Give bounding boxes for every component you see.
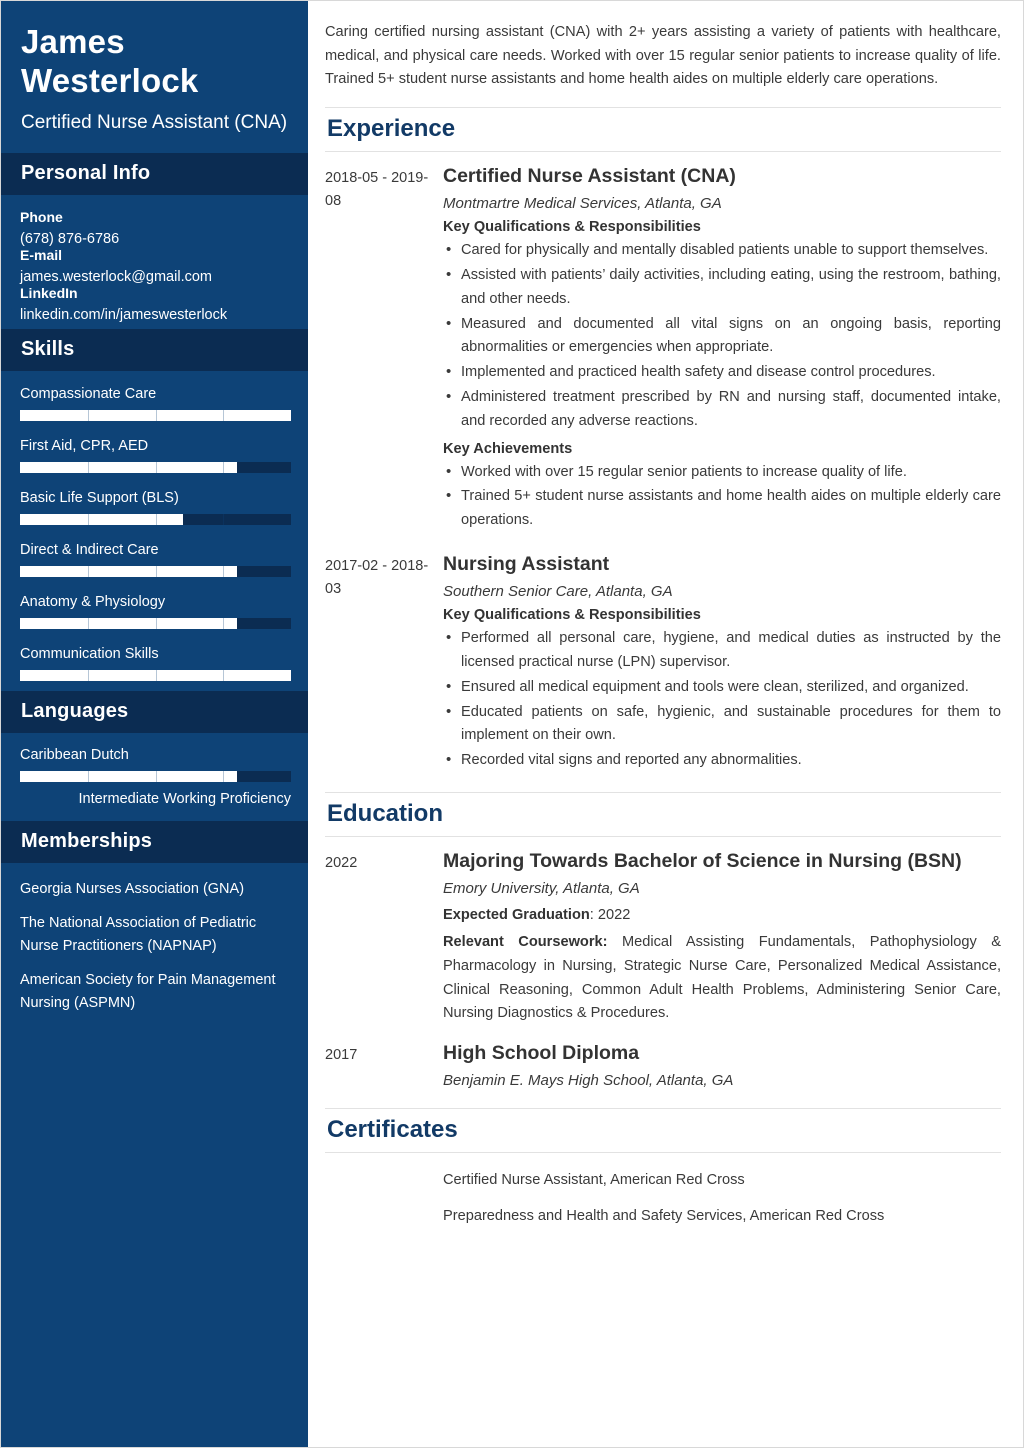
language-item <box>20 747 291 807</box>
professional-summary: Caring certified nursing assistant (CNA) with 2+ years assisting a variety of patients with healthcare, medical, and physical care needs. Worked with over 15 regular senior patients to increase quality of life. Trained 5+ student nurse assistants and home health aides on multiple elderly care operations. <box>325 24 1001 88</box>
skills-heading: Skills <box>1 329 308 371</box>
education-entry-body <box>443 1041 1001 1096</box>
experience-entry-body <box>443 552 1001 780</box>
education-date: 2022 <box>325 854 358 871</box>
skill-level-fill <box>20 618 237 629</box>
education-heading: Education <box>325 792 1001 837</box>
skill-label: Basic Life Support (BLS) <box>20 490 179 507</box>
experience-date: 2017-02 - 2018-03 <box>325 557 429 598</box>
education-school: Benjamin E. Mays High School, Atlanta, GA <box>443 1072 734 1090</box>
memberships-body <box>1 863 308 1021</box>
skill-item <box>20 386 291 421</box>
certificates-heading: Certificates <box>325 1108 1001 1153</box>
education-degree: Majoring Towards Bachelor of Science in Nursing (BSN) <box>443 849 962 872</box>
education-entry-body <box>443 849 1001 1029</box>
language-label: Caribbean Dutch <box>20 747 129 764</box>
candidate-job-title: Certified Nurse Assistant (CNA) <box>21 111 288 133</box>
contact-field-linkedin <box>20 285 291 323</box>
certificate-row <box>325 1205 1001 1228</box>
skill-label: First Aid, CPR, AED <box>20 438 149 455</box>
skill-label: Anatomy & Physiology <box>20 594 166 611</box>
skill-level-bar <box>20 462 291 473</box>
skill-level-bar <box>20 566 291 577</box>
expected-graduation <box>443 904 1001 928</box>
relevant-coursework-label: Relevant Coursework: <box>443 934 608 951</box>
skill-item <box>20 438 291 473</box>
experience-employer: Southern Senior Care, Atlanta, GA <box>443 583 673 601</box>
relevant-coursework-value: Medical Assisting Fundamentals, Pathophysiology & Pharmacology in Nursing, Strategic Nurse Care, Personalized Medical Assistance, Clinical Reasoning, Common Adult Health Problems, Administering Senior Care, Nursing Diagnostics & Procedures. <box>443 934 1002 1022</box>
skill-level-fill <box>20 462 237 473</box>
certificate-text: Preparedness and Health and Safety Services, American Red Cross <box>443 1207 885 1224</box>
bullet-item: • Assisted with patients’ daily activities, including eating, using the restroom, bathing, and other needs. <box>443 264 1001 312</box>
skill-level-bar <box>20 410 291 421</box>
skill-level-fill <box>20 514 183 525</box>
contact-value-phone[interactable]: (678) 876-6786 <box>20 231 120 248</box>
relevant-coursework <box>443 931 1001 1026</box>
qualifications-heading: Key Qualifications & Responsibilities <box>443 607 701 624</box>
skill-item <box>20 542 291 577</box>
contact-field-phone <box>20 209 291 247</box>
bullet-item: • Administered treatment prescribed by RN and nursing staff, documented intake, and recorded any adverse reactions. <box>443 386 1001 434</box>
skill-item <box>20 646 291 681</box>
education-entry <box>325 849 1001 1029</box>
education-entry <box>325 1041 1001 1096</box>
bullet-item: • Trained 5+ student nurse assistants and home health aides on multiple elderly care operations. <box>443 485 1001 533</box>
skill-level-bar <box>20 670 291 681</box>
membership-item: Georgia Nurses Association (GNA) <box>20 881 245 898</box>
skill-level-bar <box>20 618 291 629</box>
experience-entry <box>325 552 1001 780</box>
certificates-list <box>325 1169 1001 1228</box>
experience-date: 2018-05 - 2019-08 <box>325 169 429 210</box>
certificate-text: Certified Nurse Assistant, American Red Cross <box>443 1172 745 1189</box>
bullet-item: • Recorded vital signs and reported any abnormalities. <box>443 749 1001 773</box>
experience-entry-body <box>443 164 1001 540</box>
contact-label-phone: Phone <box>20 209 63 226</box>
skill-item <box>20 490 291 525</box>
qualifications-list <box>443 239 1001 433</box>
education-date: 2017 <box>325 1047 358 1064</box>
contact-label-email: E-mail <box>20 247 63 264</box>
language-level-bar <box>20 771 291 782</box>
language-level-fill <box>20 771 237 782</box>
experience-entry <box>325 164 1001 540</box>
name-block <box>1 1 308 153</box>
experience-employer: Montmartre Medical Services, Atlanta, GA <box>443 195 722 213</box>
bullet-item: • Ensured all medical equipment and tools were clean, sterilized, and organized. <box>443 676 1001 700</box>
certificate-spacer <box>325 1205 443 1228</box>
bullet-item: • Cared for physically and mentally disabled patients unable to support themselves. <box>443 239 1001 263</box>
personal-info-body <box>1 195 308 329</box>
skill-level-fill <box>20 566 237 577</box>
contact-value-linkedin[interactable]: linkedin.com/in/jameswesterlock <box>20 307 228 324</box>
qualifications-heading: Key Qualifications & Responsibilities <box>443 219 701 236</box>
membership-item: American Society for Pain Management Nursing (ASPMN) <box>20 971 276 1011</box>
bullet-item: • Educated patients on safe, hygienic, and sustainable procedures for them to implement on their own. <box>443 701 1001 749</box>
expected-graduation-value: : 2022 <box>589 907 631 924</box>
contact-field-email <box>20 247 291 285</box>
experience-job-title: Certified Nurse Assistant (CNA) <box>443 164 736 187</box>
certificate-spacer <box>325 1169 443 1192</box>
skill-label: Compassionate Care <box>20 386 157 403</box>
education-degree: High School Diploma <box>443 1042 640 1065</box>
languages-body <box>1 733 308 821</box>
achievements-list <box>443 461 1001 533</box>
bullet-item: • Performed all personal care, hygiene, and medical duties as instructed by the licensed practical nurse (LPN) supervisor. <box>443 627 1001 675</box>
qualifications-list <box>443 627 1001 773</box>
contact-label-linkedin: LinkedIn <box>20 285 78 302</box>
experience-job-title: Nursing Assistant <box>443 552 610 575</box>
achievements-heading: Key Achievements <box>443 440 573 457</box>
memberships-heading: Memberships <box>1 821 308 863</box>
sidebar <box>1 1 308 1447</box>
main-content <box>308 1 1023 1447</box>
skill-label: Direct & Indirect Care <box>20 542 159 559</box>
language-proficiency: Intermediate Working Proficiency <box>78 791 291 808</box>
languages-heading: Languages <box>1 691 308 733</box>
expected-graduation-label: Expected Graduation <box>443 907 590 924</box>
contact-value-email[interactable]: james.westerlock@gmail.com <box>20 269 212 286</box>
education-school: Emory University, Atlanta, GA <box>443 880 640 898</box>
certificate-row <box>325 1169 1001 1192</box>
candidate-name: James Westerlock <box>21 23 199 99</box>
bullet-item: • Worked with over 15 regular senior patients to increase quality of life. <box>443 461 1001 485</box>
skills-body <box>1 371 308 691</box>
bullet-item: • Measured and documented all vital signs on an ongoing basis, reporting abnormalities or emergencies when appropriate. <box>443 313 1001 361</box>
experience-heading: Experience <box>325 107 1001 152</box>
skill-level-bar <box>20 514 291 525</box>
bullet-item: • Implemented and practiced health safety and disease control procedures. <box>443 361 1001 385</box>
skill-label: Communication Skills <box>20 646 159 663</box>
skill-item <box>20 594 291 629</box>
membership-item: The National Association of Pediatric Nurse Practitioners (NAPNAP) <box>20 915 257 954</box>
personal-info-heading: Personal Info <box>1 153 308 195</box>
